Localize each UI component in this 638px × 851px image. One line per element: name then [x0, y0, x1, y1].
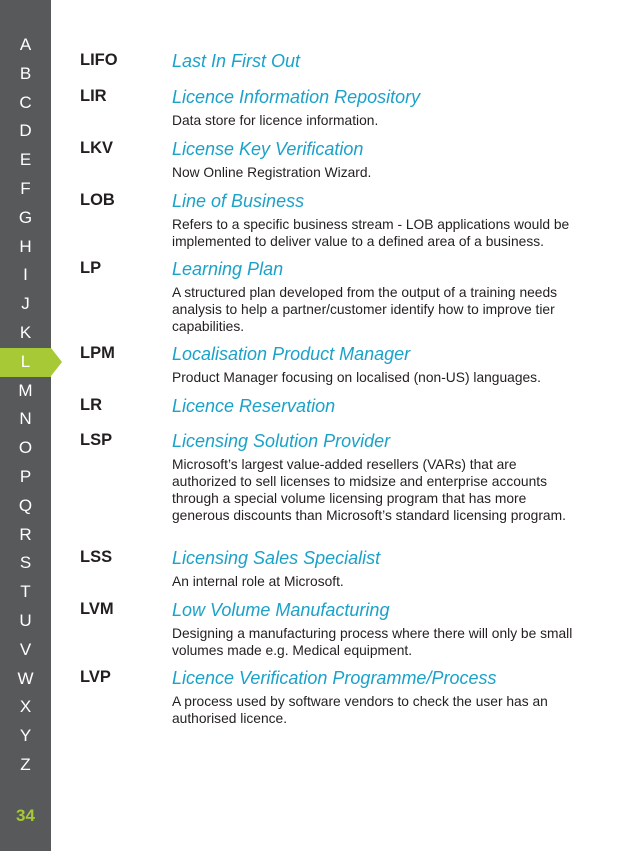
letter-tab-d[interactable]: D [19, 121, 32, 141]
letter-tab-x[interactable]: X [19, 697, 32, 717]
letter-tab-v[interactable]: V [19, 639, 32, 659]
entry-abbreviation: LSS [80, 548, 113, 566]
letter-tab-l-active[interactable]: L [0, 348, 51, 377]
entry-term: Last In First Out [172, 51, 301, 71]
letter-tab-b[interactable]: B [19, 63, 32, 83]
entry-term: Learning Plan [172, 259, 284, 279]
entry-term: Low Volume Manufacturing [172, 600, 390, 620]
entry-abbreviation: LSP [80, 431, 113, 449]
entry-abbreviation: LVP [80, 668, 111, 686]
entry-abbreviation: LR [80, 396, 102, 414]
entry-description: Microsoft’s largest value-added resellers (VARs) that are authorized to sell licenses to midsize and enterprise accounts through a special volume licensing program that has more generous discounts than Microsoft’s standard licensing program. [172, 457, 566, 523]
letter-tab-j[interactable]: J [21, 294, 30, 314]
entry-description: A structured plan developed from the output of a training needs analysis to help a partner/customer identify how to improve tier capabilities. [172, 285, 558, 334]
letter-tab-y[interactable]: Y [19, 726, 32, 746]
entry-description: An internal role at Microsoft. [172, 574, 344, 589]
entry-description: Product Manager focusing on localised (non-US) languages. [172, 370, 541, 385]
letter-tab-s[interactable]: S [19, 553, 32, 573]
entry-description: Now Online Registration Wizard. [172, 165, 372, 180]
page-number: 34 [16, 806, 35, 825]
letter-tab-m[interactable]: M [18, 380, 33, 400]
letter-tab-z[interactable]: Z [20, 754, 31, 774]
entry-description: Refers to a specific business stream - LOB applications would be implemented to deliver value to a defined area of a business. [172, 217, 570, 249]
entry-term: Licensing Solution Provider [172, 431, 391, 451]
letter-tab-e[interactable]: E [19, 150, 32, 170]
letter-tab-h[interactable]: H [19, 236, 32, 256]
letter-tab-o[interactable]: O [18, 438, 33, 458]
letter-tab-t[interactable]: T [20, 582, 31, 602]
letter-tab-i[interactable]: I [23, 265, 28, 285]
entry-description: Data store for licence information. [172, 113, 379, 128]
letter-tab-n[interactable]: N [19, 409, 32, 429]
entry-abbreviation: LIR [80, 87, 107, 105]
letter-index [0, 31, 51, 780]
letter-tab-w[interactable]: W [17, 668, 34, 688]
entry-abbreviation: LPM [80, 344, 115, 362]
entry-abbreviation: LIFO [80, 51, 118, 69]
entry-abbreviation: LP [80, 259, 102, 277]
entry-term: Licence Information Repository [172, 87, 421, 107]
entry-description: Designing a manufacturing process where there will only be small volumes made e.g. Medical equipment. [172, 626, 573, 658]
letter-tab-r[interactable]: R [19, 524, 32, 544]
letter-tab-g[interactable]: G [18, 207, 33, 227]
letter-tab-f[interactable]: F [20, 178, 31, 198]
letter-tab-k[interactable]: K [19, 322, 32, 342]
letter-tab-p[interactable]: P [19, 466, 32, 486]
alphabet-sidebar [0, 0, 51, 851]
entry-description: A process used by software vendors to check the user has an authorised licence. [172, 694, 548, 726]
entry-term: Line of Business [172, 191, 305, 211]
entry-term: Licence Reservation [172, 396, 336, 416]
entry-term: Licensing Sales Specialist [172, 548, 381, 568]
entry-term: License Key Verification [172, 139, 364, 159]
letter-tab-c[interactable]: C [19, 92, 32, 112]
entry-term: Localisation Product Manager [172, 344, 411, 364]
letter-tab-q[interactable]: Q [18, 495, 33, 515]
letter-tab-u[interactable]: U [19, 610, 32, 630]
entry-abbreviation: LOB [80, 191, 115, 209]
entry-term: Licence Verification Programme/Process [172, 668, 497, 688]
entry-abbreviation: LVM [80, 600, 114, 618]
entry-abbreviation: LKV [80, 139, 113, 157]
letter-tab-a[interactable]: A [19, 35, 32, 54]
